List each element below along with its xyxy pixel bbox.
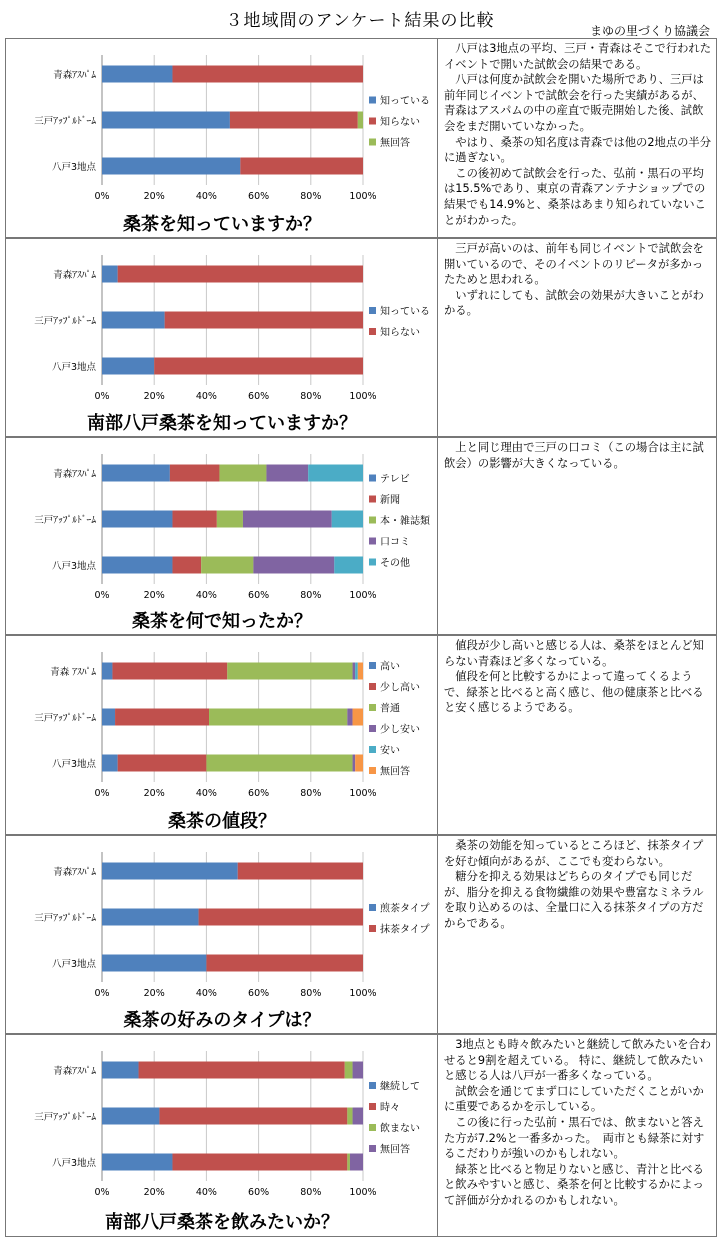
x-tick-label: 80% [300,391,322,402]
x-tick-label: 0% [94,590,110,601]
commentary-text: 八戸は3地点の平均、三戸・青森はそこで行われたイベントで開いた試飲会の結果である。 八戸は何度か試飲会を開いた場所であり、三戸は前年同じイベントで試飲会を行った実績があるが、青森はアスパムの中の産直で販売開始した後、試飲会をまだ開いていなかった。 やはり、桑茶の知名度は青森では他の2地点の半分に過ぎない。 この後初めて試飲会を行った、弘前・黒石の平均は15.5%であり、東京の青森アンテナショップでの結果でも14.9%と、桑茶はあまり知られていないことがわかった。 [444,42,712,227]
legend-swatch [369,704,376,711]
bar-segment [102,1108,159,1125]
bar-segment [353,709,363,726]
legend-label: 普通 [380,703,400,715]
bar-segment [102,266,118,283]
category-label: 八戸3地点 [51,1158,96,1169]
bar-segment [172,1154,347,1171]
x-tick-label: 40% [195,1187,217,1198]
x-tick-label: 100% [349,191,377,202]
chart-cell [6,438,438,634]
bar-segment [170,465,220,482]
legend-label: テレビ [380,474,410,485]
question-title: 桑茶の値段？ [168,811,276,832]
category-label: 青森ｱｽﾊﾟﾑ [53,270,96,281]
category-label: 三戸ｱｯﾌﾟﾙﾄﾞｰﾑ [34,116,96,127]
legend-swatch [369,1124,376,1131]
chart-price [6,636,438,836]
bar-segment [355,755,363,772]
x-tick-label: 80% [300,590,322,601]
bar-segment [112,663,227,680]
legend-label: 口コミ [380,537,410,548]
bar-segment [353,663,356,680]
bar-segment [165,312,363,329]
x-tick-label: 80% [300,1187,322,1198]
x-tick-label: 0% [94,1187,110,1198]
legend-label: 少し安い [380,724,420,736]
x-tick-label: 80% [300,988,322,999]
bar-segment [102,158,240,175]
bar-segment [353,1062,363,1079]
bar-segment [253,557,334,574]
legend-label: 少し高い [380,682,420,694]
bar-segment [345,1062,353,1079]
section-drinking-intent [5,1034,717,1237]
bar-segment [209,709,347,726]
category-label: 三戸ｱｯﾌﾟﾙﾄﾞｰﾑ [34,515,96,526]
legend-label: 新聞 [380,495,400,506]
question-title: 桑茶を何で知ったか？ [132,611,312,632]
bar-segment [118,266,363,283]
section-price [5,635,717,835]
legend-label: 抹茶タイプ [380,924,430,936]
chart-awareness [6,39,438,239]
legend-label: 知らない [380,117,420,128]
x-tick-label: 20% [143,191,165,202]
bar-segment [230,112,358,129]
bar-segment [118,755,207,772]
commentary-text: 3地点とも時々飲みたいと継続して飲みたいを合わせると9割を超えている。 特に、継続して飲みたいと感じる人は八戸が一番多くなっている。 試飲会を通じてまず口にしていただくことがいかに重要であるかを示している。 この後に行った弘前・黒石では、飲まないと答えた方が7.2%と一番多かった。 両市とも緑茶に対するこだわりが強いのかもしれない。 緑茶と比べると物足りないと感じ、青汁と比べると飲みやすいと感じ、桑茶を何と比較するかによって評価が分かれるのかもしれない。 [444,1038,712,1207]
bar-segment [334,557,363,574]
section-info-source [5,437,717,635]
legend-swatch [369,1103,376,1110]
bar-segment [154,358,363,375]
x-tick-label: 0% [94,391,110,402]
chart-cell [6,239,438,436]
legend-swatch [369,559,376,566]
bar-segment [102,663,112,680]
legend-swatch [369,328,376,335]
bar-segment [102,1154,172,1171]
category-label: 八戸3地点 [51,561,96,572]
bar-segment [217,511,243,528]
legend-swatch [369,496,376,503]
bar-segment [102,312,165,329]
bar-segment [355,663,358,680]
section-preferred-type [5,835,717,1034]
bar-segment [308,465,363,482]
section-awareness [5,38,717,238]
bar-segment [243,511,332,528]
legend-label: 飲まない [380,1123,420,1135]
x-tick-label: 20% [143,391,165,402]
chart-cell [6,1035,438,1236]
x-tick-label: 40% [195,191,217,202]
legend-label: 知っている [380,96,430,107]
x-tick-label: 20% [143,1187,165,1198]
bar-segment [206,955,363,972]
x-tick-label: 40% [195,988,217,999]
x-tick-label: 60% [248,988,270,999]
category-label: 三戸ｱｯﾌﾟﾙﾄﾞｰﾑ [34,913,96,924]
legend-swatch [369,746,376,753]
x-tick-label: 80% [300,191,322,202]
bar-segment [102,112,230,129]
bar-segment [201,557,253,574]
legend-label: 煎茶タイプ [380,903,430,915]
x-tick-label: 40% [195,788,217,799]
bar-segment [172,557,201,574]
x-tick-label: 0% [94,988,110,999]
bar-segment [353,1108,363,1125]
category-label: 青森ｱｽﾊﾟﾑ [53,469,96,480]
x-tick-label: 100% [349,590,377,601]
bar-segment [102,863,238,880]
legend-label: 無回答 [380,138,410,149]
legend-swatch [369,925,376,932]
survey-grid [5,38,717,1237]
x-tick-label: 100% [349,1187,377,1198]
legend-swatch [369,538,376,545]
bar-segment [353,755,356,772]
legend-swatch [369,683,376,690]
legend-label: その他 [380,558,410,569]
legend-swatch [369,475,376,482]
bar-segment [358,663,363,680]
commentary-text: 上と同じ理由で三戸の口コミ（この場合は主に試飲会）の影響が大きくなっている。 [444,441,704,470]
legend-label: 知らない [380,327,420,339]
legend-label: 時々 [380,1102,400,1114]
x-tick-label: 100% [349,988,377,999]
x-tick-label: 0% [94,788,110,799]
category-label: 八戸3地点 [51,362,96,373]
bar-segment [102,755,118,772]
x-tick-label: 40% [195,590,217,601]
bar-segment [159,1108,347,1125]
legend-swatch [369,307,376,314]
bar-segment [227,663,352,680]
bar-segment [347,709,352,726]
question-title: 南部八戸桑茶を知っていますか？ [87,413,357,434]
x-tick-label: 60% [248,391,270,402]
category-label: 三戸ｱｯﾌﾟﾙﾄﾞｰﾑ [34,713,96,724]
legend-swatch [369,1145,376,1152]
category-label: 三戸ｱｯﾌﾟﾙﾄﾞｰﾑ [34,1112,96,1123]
x-tick-label: 100% [349,788,377,799]
question-title: 桑茶の好みのタイプは？ [123,1010,321,1031]
legend-label: 無回答 [380,766,410,778]
bar-segment [102,909,199,926]
page-title: ３地域間のアンケート結果の比較 [225,11,495,31]
legend-swatch [369,517,376,524]
bar-segment [266,465,308,482]
x-tick-label: 0% [94,191,110,202]
bar-segment [358,112,363,129]
commentary-text: 値段が少し高いと感じる人は、桑茶をほとんど知らない青森ほど多くなっている。 値段を何と比較するかによって違ってくるようで、緑茶と比べると高く感じ、他の健康茶と比べると安く感じるようである。 [444,639,704,715]
chart-cell [6,636,438,834]
category-label: 青森ｱｽﾊﾟﾑ [53,1066,96,1077]
bar-segment [240,158,363,175]
category-label: 八戸3地点 [51,959,96,970]
organization-name: まゆの里づくり協議会 [589,24,710,38]
bar-segment [102,709,115,726]
x-tick-label: 60% [248,191,270,202]
bar-segment [350,1154,363,1171]
category-label: 三戸ｱｯﾌﾟﾙﾄﾞｰﾑ [34,316,96,327]
chart-cell [6,836,438,1033]
legend-swatch [369,139,376,146]
bar-segment [102,66,172,83]
x-tick-label: 20% [143,988,165,999]
bar-segment [238,863,363,880]
bar-segment [332,511,363,528]
bar-segment [172,66,363,83]
bar-segment [102,1062,139,1079]
bar-segment [172,511,216,528]
bar-segment [102,511,172,528]
question-title: 南部八戸桑茶を飲みたいか？ [105,1212,339,1233]
legend-swatch [369,662,376,669]
chart-cell [6,39,438,237]
legend-swatch [369,118,376,125]
bar-segment [115,709,209,726]
bar-segment [102,955,206,972]
x-tick-label: 100% [349,391,377,402]
bar-segment [102,465,170,482]
category-label: 青森ｱｽﾊﾟﾑ [53,867,96,878]
legend-swatch [369,904,376,911]
bar-segment [347,1154,350,1171]
bar-segment [102,358,154,375]
commentary-text: 桑茶の効能を知っているところほど、抹茶タイプを好む傾向があるが、ここでも変わらない。 糖分を抑える効果はどちらのタイプでも同じだが、脂分を抑える食物繊維の効果や豊富なミネラルを取り込めるのは、全量口に入る抹茶タイプの方だからである。 [444,839,704,930]
x-tick-label: 80% [300,788,322,799]
bar-segment [102,557,172,574]
category-label: 八戸3地点 [51,759,96,770]
section-brand-awareness [5,238,717,437]
x-tick-label: 60% [248,1187,270,1198]
legend-swatch [369,97,376,104]
legend-label: 継続して [380,1081,420,1093]
legend-swatch [369,1082,376,1089]
legend-swatch [369,767,376,774]
category-label: 青森 ｱｽﾊﾟﾑ [50,667,96,678]
question-title: 桑茶を知っていますか？ [123,214,321,235]
x-tick-label: 60% [248,788,270,799]
bar-segment [139,1062,345,1079]
legend-label: 高い [380,661,400,673]
x-tick-label: 20% [143,590,165,601]
legend-label: 安い [380,745,400,757]
bar-segment [347,1108,352,1125]
bar-segment [219,465,266,482]
legend-label: 本・雑誌類 [380,516,430,527]
bar-segment [199,909,363,926]
x-tick-label: 20% [143,788,165,799]
bar-segment [206,755,352,772]
legend-swatch [369,725,376,732]
x-tick-label: 60% [248,590,270,601]
commentary-text: 三戸が高いのは、前年も同じイベントで試飲会を開いているので、そのイベントのリピータが多かったためと思われる。 いずれにしても、試飲会の効果が大きいことがわかる。 [444,242,704,318]
category-label: 八戸3地点 [51,162,96,173]
x-tick-label: 40% [195,391,217,402]
legend-label: 知っている [380,306,430,318]
category-label: 青森ｱｽﾊﾟﾑ [53,70,96,81]
legend-label: 無回答 [380,1144,410,1156]
